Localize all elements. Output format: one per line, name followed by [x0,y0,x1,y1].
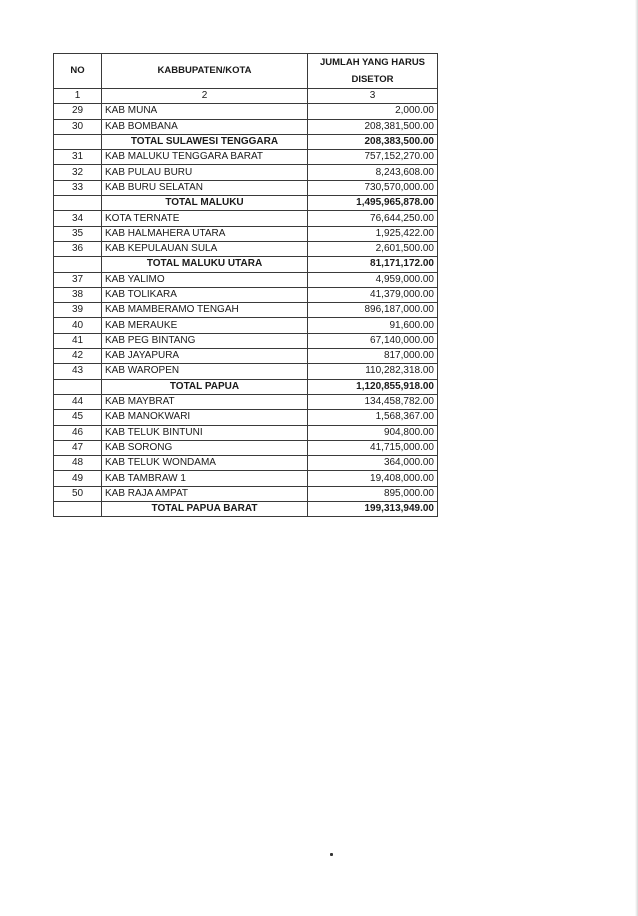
column-number-2: 2 [102,89,308,104]
region-name: KAB MAYBRAT [102,394,308,409]
amount: 19,408,000.00 [308,471,438,486]
amount: 1,568,367.00 [308,410,438,425]
amount: 110,282,318.00 [308,364,438,379]
region-name: KAB TELUK WONDAMA [102,456,308,471]
total-amount: 208,383,500.00 [308,134,438,149]
total-amount: 1,120,855,918.00 [308,379,438,394]
table-row [54,349,438,364]
row-number: 43 [54,364,102,379]
amount: 896,187,000.00 [308,303,438,318]
region-name: KAB TOLIKARA [102,287,308,302]
row-number: 32 [54,165,102,180]
region-name: KAB BOMBANA [102,119,308,134]
row-number: 46 [54,425,102,440]
region-name: KAB MERAUKE [102,318,308,333]
region-name: KAB MANOKWARI [102,410,308,425]
region-name: KAB HALMAHERA UTARA [102,226,308,241]
row-number: 47 [54,440,102,455]
row-number: 50 [54,486,102,501]
table-row [54,456,438,471]
header-amount [308,54,438,89]
amount: 1,925,422.00 [308,226,438,241]
amount: 134,458,782.00 [308,394,438,409]
region-name: KAB WAROPEN [102,364,308,379]
region-name: KAB SORONG [102,440,308,455]
total-row [54,379,438,394]
total-label: TOTAL SULAWESI TENGGARA [102,134,308,149]
row-number: 30 [54,119,102,134]
table-row [54,287,438,302]
total-label: TOTAL MALUKU UTARA [102,257,308,272]
row-number: 44 [54,394,102,409]
header-name: KABBUPATEN/KOTA [102,54,308,89]
table-row [54,119,438,134]
row-number: 36 [54,241,102,256]
region-name: KAB MAMBERAMO TENGAH [102,303,308,318]
table-row [54,410,438,425]
table-row [54,241,438,256]
region-name: KAB MUNA [102,104,308,119]
amount: 208,381,500.00 [308,119,438,134]
amount: 730,570,000.00 [308,180,438,195]
table-row [54,394,438,409]
region-name: KAB TAMBRAW 1 [102,471,308,486]
total-amount: 199,313,949.00 [308,502,438,517]
row-number [54,257,102,272]
row-number: 34 [54,211,102,226]
table-row [54,180,438,195]
row-number: 41 [54,333,102,348]
table-row [54,486,438,501]
row-number: 37 [54,272,102,287]
table-row [54,364,438,379]
region-name: KAB JAYAPURA [102,349,308,364]
amount: 4,959,000.00 [308,272,438,287]
amount: 757,152,270.00 [308,150,438,165]
amount: 2,000.00 [308,104,438,119]
table-row [54,425,438,440]
amount: 8,243,608.00 [308,165,438,180]
row-number: 33 [54,180,102,195]
region-name: KAB PEG BINTANG [102,333,308,348]
row-number: 29 [54,104,102,119]
amount: 91,600.00 [308,318,438,333]
total-row [54,502,438,517]
table-row [54,471,438,486]
scan-speck [330,853,333,856]
region-name: KAB PULAU BURU [102,165,308,180]
column-number-3: 3 [308,89,438,104]
table-row [54,104,438,119]
total-label: TOTAL PAPUA [102,379,308,394]
header-no: NO [54,54,102,89]
table-row [54,211,438,226]
total-row [54,196,438,211]
row-number: 31 [54,150,102,165]
row-number: 39 [54,303,102,318]
table-row [54,303,438,318]
region-name: KOTA TERNATE [102,211,308,226]
table-body [54,104,438,517]
row-number: 48 [54,456,102,471]
region-name: KAB RAJA AMPAT [102,486,308,501]
region-name: KAB KEPULAUAN SULA [102,241,308,256]
region-name: KAB BURU SELATAN [102,180,308,195]
row-number: 40 [54,318,102,333]
row-number [54,134,102,149]
total-label: TOTAL PAPUA BARAT [102,502,308,517]
amount: 817,000.00 [308,349,438,364]
amount: 76,644,250.00 [308,211,438,226]
amount: 2,601,500.00 [308,241,438,256]
table-row [54,333,438,348]
table-header-row [54,54,438,89]
header-amount-line2: DISETOR [351,74,394,85]
table-row [54,226,438,241]
table-row [54,272,438,287]
row-number [54,379,102,394]
column-number-row [54,89,438,104]
total-row [54,134,438,149]
amount: 67,140,000.00 [308,333,438,348]
region-name: KAB YALIMO [102,272,308,287]
header-amount-line1: JUMLAH YANG HARUS [319,57,426,68]
amount: 904,800.00 [308,425,438,440]
amount: 895,000.00 [308,486,438,501]
row-number: 49 [54,471,102,486]
row-number: 38 [54,287,102,302]
column-number-1: 1 [54,89,102,104]
region-name: KAB TELUK BINTUNI [102,425,308,440]
row-number: 45 [54,410,102,425]
row-number: 42 [54,349,102,364]
table-row [54,318,438,333]
table-row [54,150,438,165]
total-amount: 81,171,172.00 [308,257,438,272]
deposit-table [53,53,438,517]
region-name: KAB MALUKU TENGGARA BARAT [102,150,308,165]
row-number [54,196,102,211]
total-label: TOTAL MALUKU [102,196,308,211]
amount: 41,715,000.00 [308,440,438,455]
table-row [54,440,438,455]
total-amount: 1,495,965,878.00 [308,196,438,211]
total-row [54,257,438,272]
amount: 364,000.00 [308,456,438,471]
amount: 41,379,000.00 [308,287,438,302]
row-number: 35 [54,226,102,241]
row-number [54,502,102,517]
table-row [54,165,438,180]
